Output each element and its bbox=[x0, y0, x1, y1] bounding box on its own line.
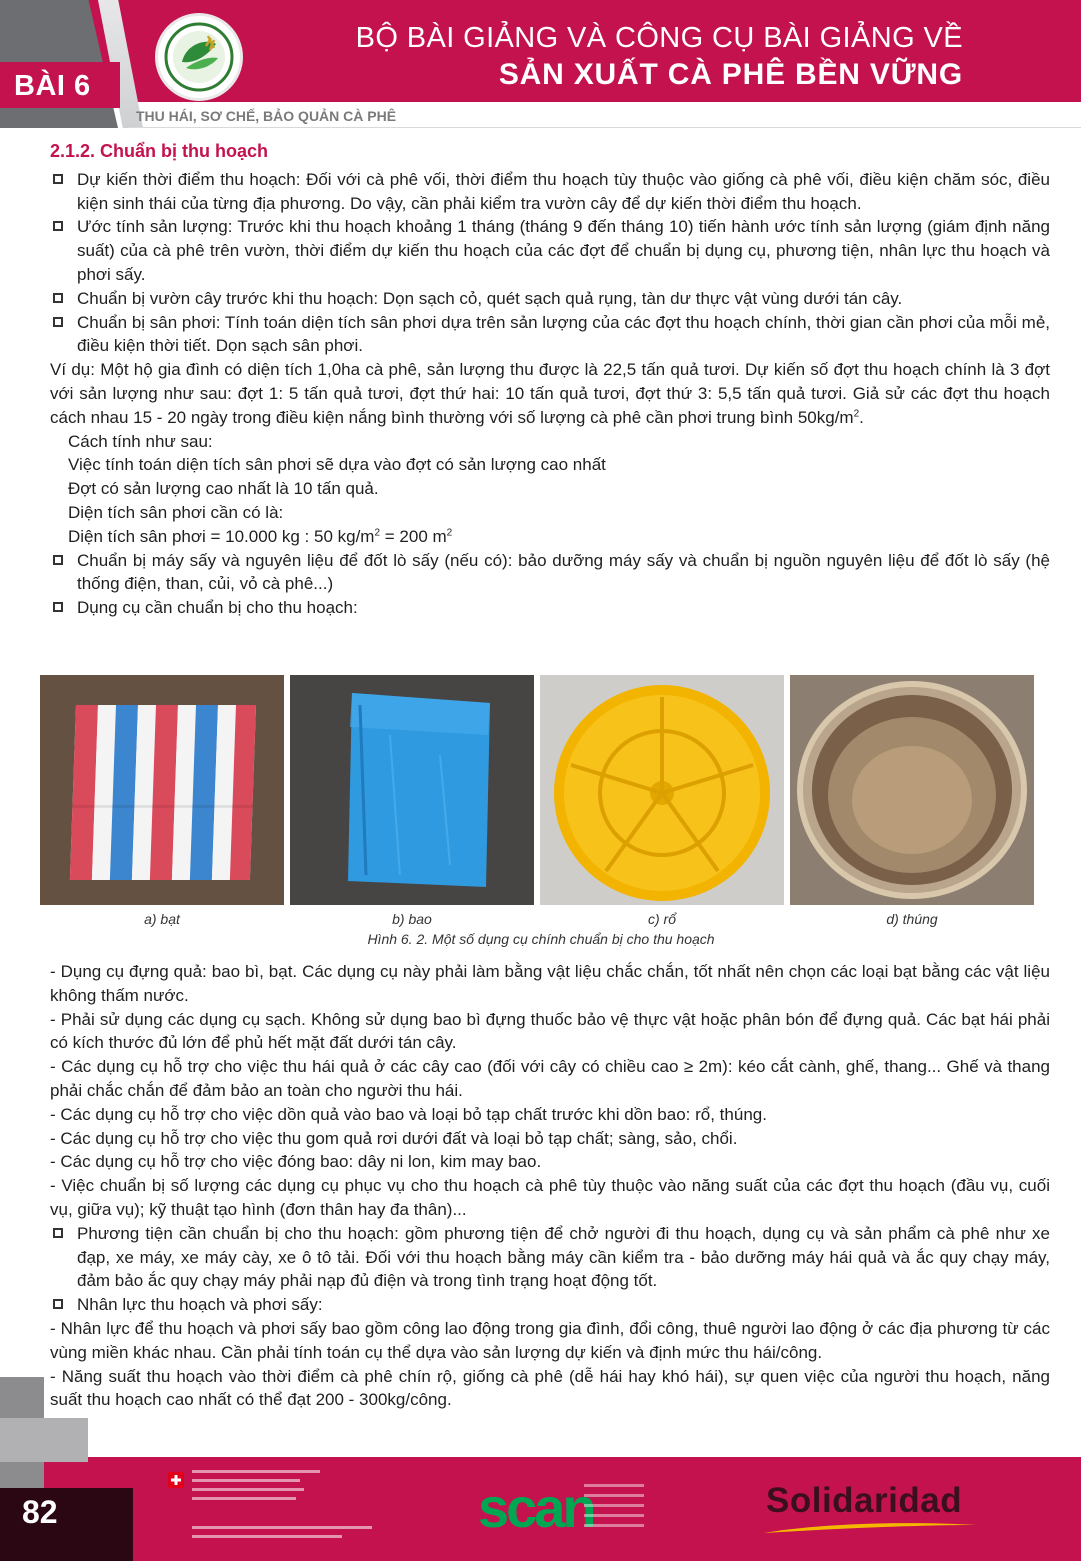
figure-captions bbox=[40, 911, 1042, 927]
tools-paragraph: - Các dụng cụ hỗ trợ cho việc thu hái quả ở các cây cao (đối với cây có chiều cao ≥ 2m): kéo cắt cành, ghế, thang... Ghế và thang phải chắc chắn để đảm bảo an toàn cho người thu hái. bbox=[50, 1057, 1050, 1100]
tools-paragraph: - Các dụng cụ hỗ trợ cho việc dồn quả vào bao và loại bỏ tạp chất trước khi dồn bao: rổ, thúng. bbox=[50, 1104, 767, 1124]
swiss-flag-icon bbox=[168, 1472, 184, 1488]
calc-line: Việc tính toán diện tích sân phơi sẽ dựa vào đợt có sản lượng cao nhất bbox=[68, 455, 606, 475]
checkbox-bullet-icon bbox=[53, 602, 63, 612]
bullet-item: Dự kiến thời điểm thu hoạch: Đối với cà phê vối, thời điểm thu hoạch tùy thuộc vào giống cà phê vối, điều kiện chăm sóc, điều kiện sinh thái của từng địa phương. Do vậy, cần phải kiểm tra vườn cây để dự kiến thời điểm thu hoạch. bbox=[50, 168, 1050, 216]
organization-logo bbox=[158, 16, 240, 98]
tools-paragraph: - Các dụng cụ hỗ trợ cho việc thu gom quả rơi dưới đất và loại bỏ tạp chất; sàng, sảo, chổi. bbox=[50, 1128, 738, 1148]
tools-paragraph: - Việc chuẩn bị số lượng các dụng cụ phục vụ cho thu hoạch cà phê tùy thuộc vào năng suất của các đợt thu hoạch (đầu vụ, cuối vụ, giữa vụ); kỹ thuật tạo hình (đơn thân hay đa thân)... bbox=[50, 1176, 1050, 1219]
bullet-item: Chuẩn bị sân phơi: Tính toán diện tích sân phơi dựa trên sản lượng của các đợt thu hoạch chính, thời gian cần phơi của mỗi mẻ, điều kiện thời tiết. Dọn sạch sân phơi. bbox=[50, 311, 1050, 359]
checkbox-bullet-icon bbox=[53, 317, 63, 327]
subtitle-divider bbox=[128, 127, 1081, 128]
figure-photos bbox=[40, 675, 1042, 905]
bullet-item: Ước tính sản lượng: Trước khi thu hoạch khoảng 1 tháng (tháng 9 đến tháng 10) tiến hành ước tính sản lượng (giám định năng suất) của cà phê trên vườn, thời điểm dự kiến thu hoạch của các đợt để chuẩn bị dụng cụ, phương tiện, nhân lực thu hoạch và phơi sấy. bbox=[50, 215, 1050, 286]
photo-tarp bbox=[40, 675, 284, 905]
figure-block bbox=[40, 671, 1042, 955]
calc-line: Diện tích sân phơi cần có là: bbox=[68, 502, 284, 522]
labor-paragraph: - Nhân lực để thu hoạch và phơi sấy bao gồm công lao động trong gia đình, đổi công, thuê người lao động ở các địa phương từ các vùng miền khác nhau. Cần phải tính toán cụ thể dựa vào sản lượng dự kiến và định mức thu hái/công. bbox=[50, 1318, 1050, 1362]
photo-bag bbox=[290, 675, 534, 905]
tools-paragraph: - Dụng cụ đựng quả: bao bì, bạt. Các dụng cụ này phải làm bằng vật liệu chắc chắn, tốt nhất nên chọn các loại bạt bằng các vật liệu không thấm nước. bbox=[50, 962, 1050, 1005]
checkbox-bullet-icon bbox=[53, 221, 63, 231]
lesson-label: BÀI 6 bbox=[14, 70, 91, 102]
main-content bbox=[50, 140, 1050, 620]
checkbox-bullet-icon bbox=[53, 1299, 63, 1309]
section-title: 2.1.2. Chuẩn bị thu hoạch bbox=[50, 141, 269, 161]
tools-content bbox=[50, 960, 1050, 1412]
calc-formula: Diện tích sân phơi = 10.000 kg : 50 $kg/m^2 = 200$ $m^2$ bbox=[68, 526, 453, 546]
bullet-item: Phương tiện cần chuẩn bị cho thu hoạch: gồm phương tiện để chở người đi thu hoạch, dụng cụ và sản phẩm cà phê như xe đạp, xe máy, xe máy cày, xe ô tô tải. Đối với thu hoạch bằng máy cần kiểm tra - bảo dưỡng máy hái quả và ắc quy chạy máy, đảm bảo ắc quy chạy máy phải nạp đủ điện và trong tình trạng hoạt động tốt. bbox=[50, 1222, 1050, 1293]
page-number-box bbox=[0, 1488, 133, 1561]
solidaridad-swoosh-icon bbox=[762, 1521, 978, 1535]
bullet-item: Chuẩn bị vườn cây trước khi thu hoạch: Dọn sạch cỏ, quét sạch quả rụng, tàn dư thực vật vùng dưới tán cây. bbox=[50, 287, 1050, 311]
caption-tarp: a) bạt bbox=[144, 911, 180, 927]
checkbox-bullet-icon bbox=[53, 1228, 63, 1238]
header-title-line2: SẢN XUẤT CÀ PHÊ BỀN VỮNG bbox=[498, 58, 963, 91]
header-title-line1: BỘ BÀI GIẢNG VÀ CÔNG CỤ BÀI GIẢNG VỀ bbox=[355, 22, 963, 54]
example-paragraph: Ví dụ: Một hộ gia đình có diện tích 1,0ha cà phê, sản lượng thu được là 22,5 tấn quả tươi. Dự kiến số đợt thu hoạch chính là 3 đợt với sản lượng như sau: đợt 1: 5 tấn quả tươi, đợt thứ hai: 10 tấn quả tươi, đợt thứ 3: 5,5 tấn quả tươi. Giả sử các đợt thu hoạch cách nhau 15 - 20 ngày trong điều kiện nắng bình thường với số lượng cà phê cần phơi trung bình $50kg/m^2$. bbox=[50, 360, 1050, 427]
checkbox-bullet-icon bbox=[53, 174, 63, 184]
bullet-item: Dụng cụ cần chuẩn bị cho thu hoạch: bbox=[50, 596, 1050, 620]
scan-logo: scan bbox=[478, 1476, 594, 1539]
photo-basket bbox=[540, 675, 784, 905]
tools-paragraph: - Các dụng cụ hỗ trợ cho việc đóng bao: dây ni lon, kim may bao. bbox=[50, 1152, 542, 1172]
lesson-subtitle: THU HÁI, SƠ CHẾ, BẢO QUẢN CÀ PHÊ bbox=[136, 108, 397, 124]
photo-woven-basket bbox=[790, 675, 1034, 905]
footer-cross-horizontal bbox=[0, 1418, 88, 1462]
tools-paragraph: - Phải sử dụng các dụng cụ sạch. Không sử dụng bao bì đựng thuốc bảo vệ thực vật hoặc phân bón để đựng quả. Các bạt hái phải có kích thước đủ lớn để phủ hết mặt đất dưới tán cây. bbox=[50, 1009, 1050, 1053]
caption-basket: c) rổ bbox=[648, 911, 676, 927]
labor-paragraph: - Năng suất thu hoạch vào thời điểm cà phê chín rộ, giống cà phê (dễ hái hay khó hái), sự quen việc của người thu hoạch, năng suất thu hoạch cao nhất có thể đạt 200 - 300kg/công. bbox=[50, 1366, 1050, 1410]
page-number: 82 bbox=[22, 1494, 58, 1530]
bullet-item: Nhân lực thu hoạch và phơi sấy: bbox=[50, 1293, 1050, 1317]
caption-woven-basket: d) thúng bbox=[886, 911, 938, 927]
caption-bag: b) bao bbox=[392, 911, 432, 927]
swiss-confederation-logo bbox=[168, 1468, 468, 1548]
calc-line: Cách tính như sau: bbox=[68, 431, 213, 451]
figure-title: Hình 6. 2. Một số dụng cụ chính chuẩn bị cho thu hoạch bbox=[367, 931, 715, 947]
checkbox-bullet-icon bbox=[53, 293, 63, 303]
solidaridad-logo: Solidaridad bbox=[766, 1481, 963, 1520]
bullet-item: Chuẩn bị máy sấy và nguyên liệu để đốt lò sấy (nếu có): bảo dưỡng máy sấy và chuẩn bị nguồn nguyên liệu để đốt lò sấy (hệ thống điện, than, củi, vỏ cà phê...) bbox=[50, 549, 1050, 597]
checkbox-bullet-icon bbox=[53, 555, 63, 565]
leaf-logo-icon bbox=[164, 22, 234, 92]
scan-logo-tagline bbox=[584, 1484, 644, 1534]
calc-line: Đợt có sản lượng cao nhất là 10 tấn quả. bbox=[68, 479, 379, 499]
